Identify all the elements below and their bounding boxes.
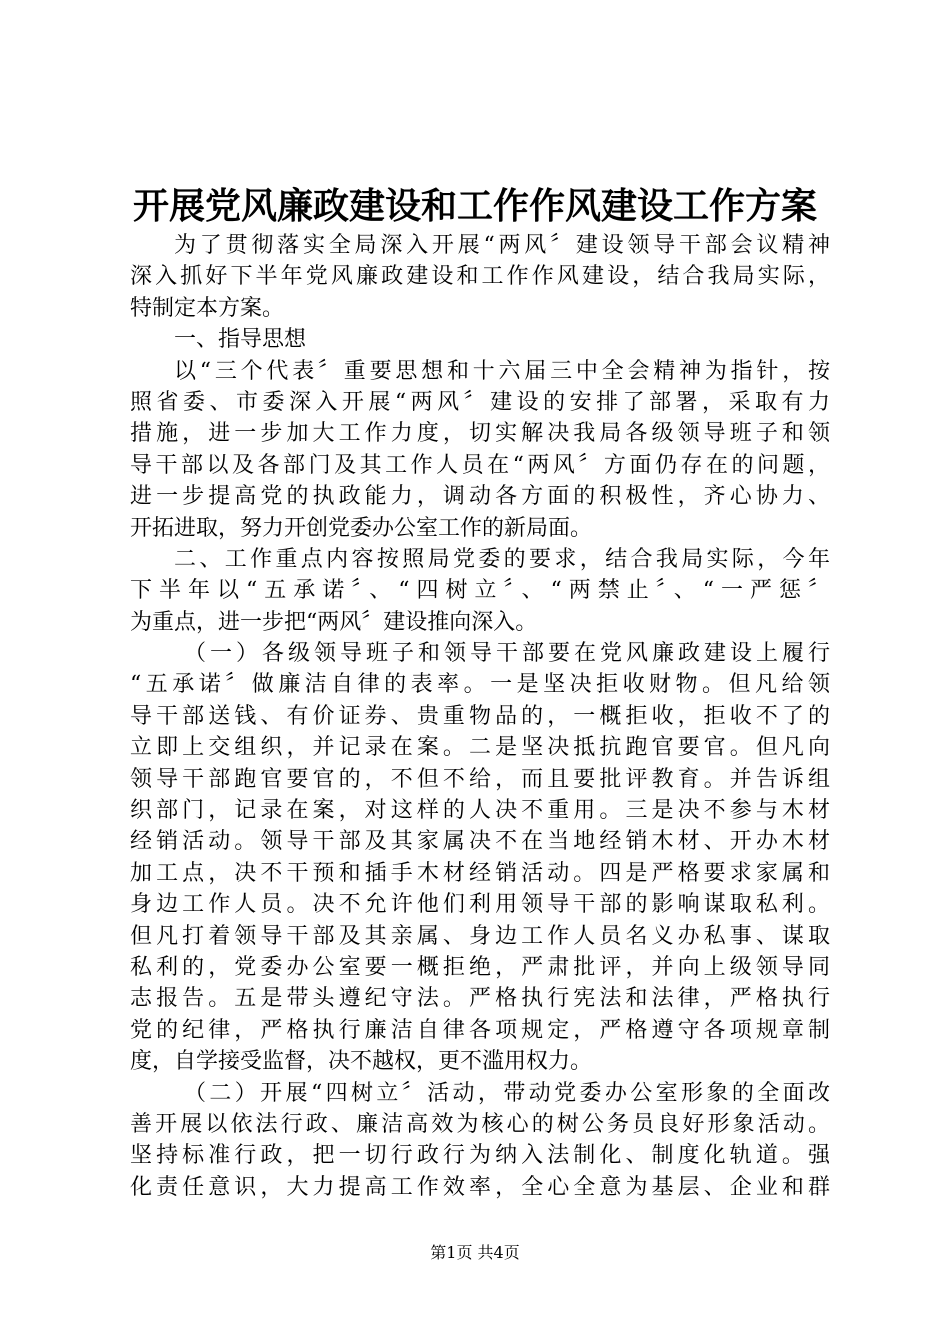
paragraph-line: 照省委、市委深入开展“两风〞建设的安排了部署，采取有力: [130, 389, 830, 415]
paragraph-line: 织部门，记录在案，对这样的人决不重用。三是决不参与木材: [130, 798, 830, 824]
paragraph-line: 党的纪律，严格执行廉洁自律各项规定，严格遵守各项规章制: [130, 1017, 830, 1043]
paragraph-line: 进一步提高党的执政能力，调动各方面的积极性，齐心协力、: [130, 484, 830, 510]
paragraph-line: 坚持标准行政，把一切行政行为纳入法制化、制度化轨道。强: [130, 1143, 830, 1169]
paragraph-line: 开拓进取，努力开创党委办公室工作的新局面。: [130, 515, 593, 541]
paragraph-line: 加工点，决不干预和插手木材经销活动。四是严格要求家属和: [130, 860, 830, 886]
paragraph-line: 私利的，党委办公室要一概拒绝，严肃批评，并向上级领导同: [130, 954, 830, 980]
paragraph-line: 但凡打着领导干部及其亲属、身边工作人员名义办私事、谋取: [130, 923, 830, 949]
paragraph-line: 深入抓好下半年党风廉政建设和工作作风建设，结合我局实际，: [130, 264, 830, 290]
paragraph-line: 以“三个代表〞重要思想和十六届三中全会精神为指针，按: [174, 358, 830, 384]
page-number: 第1页 共4页: [430, 1243, 520, 1262]
paragraph-line: 为了贯彻落实全局深入开展“两风〞建设领导干部会议精神: [174, 233, 830, 258]
paragraph-line: 领导干部跑官要官的，不但不给，而且要批评教育。并告诉组: [130, 766, 830, 792]
paragraph-line: 立即上交组织，并记录在案。二是坚决抵抗跑官要官。但凡向: [130, 735, 830, 761]
paragraph-line: 志报告。五是带头遵纪守法。严格执行宪法和法律，严格执行: [130, 986, 830, 1012]
paragraph-line: 特制定本方案。: [130, 295, 285, 321]
paragraph-line: 化责任意识，大力提高工作效率，全心全意为基层、企业和群: [130, 1174, 830, 1200]
paragraph-line: 导干部送钱、有价证券、贵重物品的，一概拒收，拒收不了的: [130, 703, 830, 729]
paragraph-line: 度，自学接受监督，决不越权，更不滥用权力。: [130, 1049, 593, 1075]
paragraph-line: 身边工作人员。决不允许他们利用领导干部的影响谋取私利。: [130, 892, 830, 918]
paragraph-line: 二、工作重点内容按照局党委的要求，结合我局实际，今年: [174, 546, 830, 572]
section-heading: 一、指导思想: [174, 327, 307, 353]
paragraph-line: 善开展以依法行政、廉洁高效为核心的树公务员良好形象活动。: [130, 1111, 830, 1137]
paragraph-line: （二）开展“四树立〞活动，带动党委办公室形象的全面改: [184, 1080, 830, 1106]
document-body: [130, 230, 830, 1203]
paragraph-line: “五承诺〞做廉洁自律的表率。一是坚决拒收财物。但凡给领: [130, 672, 830, 698]
paragraph-line: 经销活动。领导干部及其家属决不在当地经销木材、开办木材: [130, 829, 830, 855]
document-title: 开展党风廉政建设和工作作风建设工作方案: [132, 185, 817, 227]
paragraph-line: 下半年以“五承诺〞、“四树立〞、“两禁止〞、“一严惩〞: [130, 578, 830, 604]
paragraph-line: 措施，进一步加大工作力度，切实解决我局各级领导班子和领: [130, 421, 830, 447]
paragraph-line: 导干部以及各部门及其工作人员在“两风〞方面仍存在的问题，: [130, 452, 830, 478]
paragraph-line: （一）各级领导班子和领导干部要在党风廉政建设上履行: [184, 641, 830, 667]
paragraph-line: 为重点，进一步把“两风〞建设推向深入。: [130, 609, 538, 635]
